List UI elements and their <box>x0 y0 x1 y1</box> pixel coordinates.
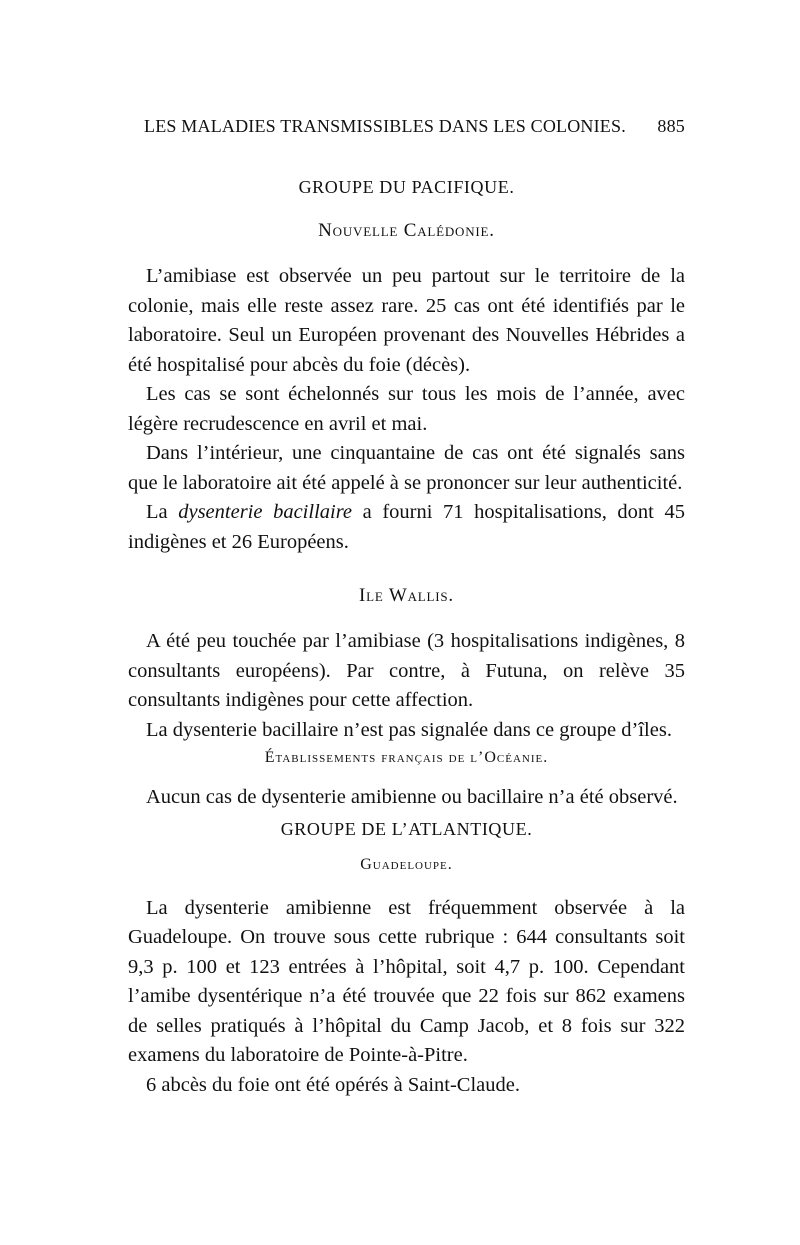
subsection-title-oceanie: Établissements français de l’Océanie. <box>264 749 549 766</box>
page-number: 885 <box>657 116 685 136</box>
subsection-title-nouvelle-caledonie: Nouvelle Calédonie. <box>318 220 495 241</box>
paragraph-nc-3: Dans l’intérieur, une cinquantaine de cas ont été signalés sans que le laboratoire ait été appelé à se prononcer sur leur authenticité. <box>128 442 685 494</box>
page <box>128 116 685 1100</box>
running-head <box>144 116 685 137</box>
running-title: LES MALADIES TRANSMISSIBLES DANS LES COLONIES. <box>144 116 626 136</box>
paragraph-nc-4-emphasis: dysenterie bacillaire <box>178 501 353 523</box>
subsection-title-guadeloupe: Guadeloupe. <box>360 855 453 873</box>
paragraph-wallis-2: La dysenterie bacillaire n’est pas signalée dans ce groupe d’îles. <box>146 718 672 741</box>
paragraph-guadeloupe-1: La dysenterie amibienne est fréquemment observée à la Guadeloupe. On trouve sous cette rubrique : 644 consultants soit 9,3 p. 100 et 123 entrées à l’hôpital, soit 4,7 p. 100. Cependant l’amibe dysentérique n’a été trouvée que 22 fois sur 862 examens de selles pratiqués à l’hôpital du Camp Jacob, et 8 fois sur 322 examens du laboratoire de Pointe-à-Pitre. <box>128 896 685 1066</box>
paragraph-guadeloupe-2: 6 abcès du foie ont été opérés à Saint-Claude. <box>146 1073 520 1096</box>
paragraph-oceanie-1: Aucun cas de dysenterie amibienne ou bacillaire n’a été observé. <box>146 786 678 808</box>
paragraph-wallis-1: A été peu touchée par l’amibiase (3 hospitalisations indigènes, 8 consultants européens). Par contre, à Futuna, on relève 35 consultants indigènes pour cette affection. <box>128 630 685 711</box>
paragraph-nc-4-post: a fourni 71 hospitalisations, dont 45 indigènes et 26 Européens. <box>128 501 685 553</box>
paragraph-nc-4 <box>128 498 685 557</box>
paragraph-nc-2: Les cas se sont échelonnés sur tous les mois de l’année, avec légère recrudescence en avril et mai. <box>128 383 685 435</box>
section-title-pacific: GROUPE DU PACIFIQUE. <box>298 177 515 197</box>
paragraph-nc-1: L’amibiase est observée un peu partout sur le territoire de la colonie, mais elle reste assez rare. 25 cas ont été identifiés par le laboratoire. Seul un Européen provenant des Nouvelles Hébrides a été hospitalisé pour abcès du foie (décès). <box>128 265 685 376</box>
paragraph-nc-4-pre: La <box>146 501 179 523</box>
subsection-title-ile-wallis: Ile Wallis. <box>359 585 454 606</box>
section-title-atlantique: GROUPE DE L’ATLANTIQUE. <box>280 818 533 839</box>
